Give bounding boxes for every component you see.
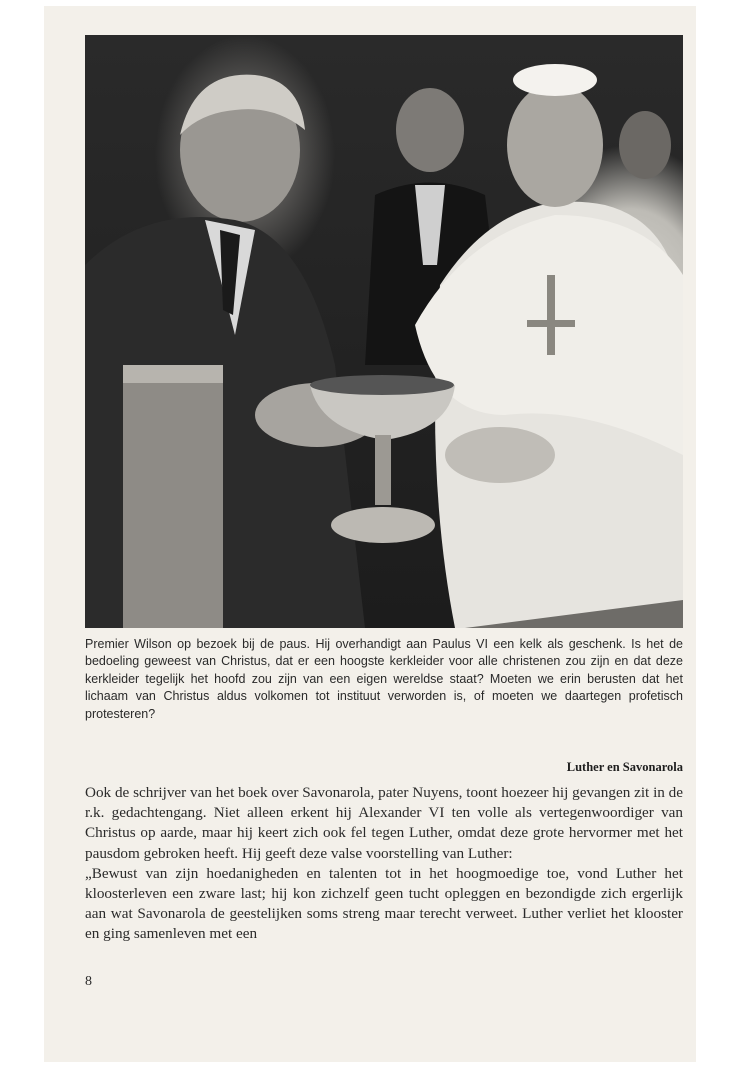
photograph xyxy=(85,35,683,628)
pope-zucchetto xyxy=(513,64,597,96)
paragraph: Ook de schrijver van het boek over Savonarola, pater Nuyens, toont hoezeer hij gevangen zit in de r.k. gedachtengang. Niet alleen erkent hij Alexander VI ten volle als vertegenwoordiger van Christus op aarde, maar hij keert zich ook fel tegen Luther, omdat deze grote hervormer met het pausdom gebroken heeft. Hij geeft deze valse voorstelling van Luther: xyxy=(85,784,684,862)
far-right-man-head xyxy=(619,111,671,179)
body-text xyxy=(85,783,683,945)
section-heading: Luther en Savonarola xyxy=(566,760,683,774)
chalice-stem xyxy=(375,435,391,505)
wooden-box-top xyxy=(123,365,223,383)
chalice-rim xyxy=(310,375,454,395)
wooden-box xyxy=(123,365,223,628)
photo-illustration xyxy=(85,35,683,628)
paragraph: „Bewust van zijn hoedanigheden en talenten tot in het hoogmoedige toe, vond Luther het kloosterleven een zware last; hij kon zichzelf geen tucht opleggen en bezondigde zich ergerlijk aan wat Savonarola de geestelijken soms streng maar terecht verweet. Luther verliet het klooster en ging samenleven met een xyxy=(85,864,683,943)
background-man-head xyxy=(396,88,464,172)
pope-hands xyxy=(445,427,555,483)
chalice-base xyxy=(331,507,435,543)
photo-caption: Premier Wilson op bezoek bij de paus. Hij overhandigt aan Paulus VI een kelk als geschenk. Is het de bedoeling geweest van Christus, dat er een hoogste kerkleider voor alle christenen zou zijn en dat deze kerkleider tegelijk het hoofd zou zijn van een eigen wereldse staat? Moeten we erin berusten dat het lichaam van Christus aldus volkomen tot instituut verworden is, of moeten we daartegen profetisch protesteren? xyxy=(85,637,683,721)
page-number: 8 xyxy=(85,974,92,989)
pope-head xyxy=(507,83,603,207)
